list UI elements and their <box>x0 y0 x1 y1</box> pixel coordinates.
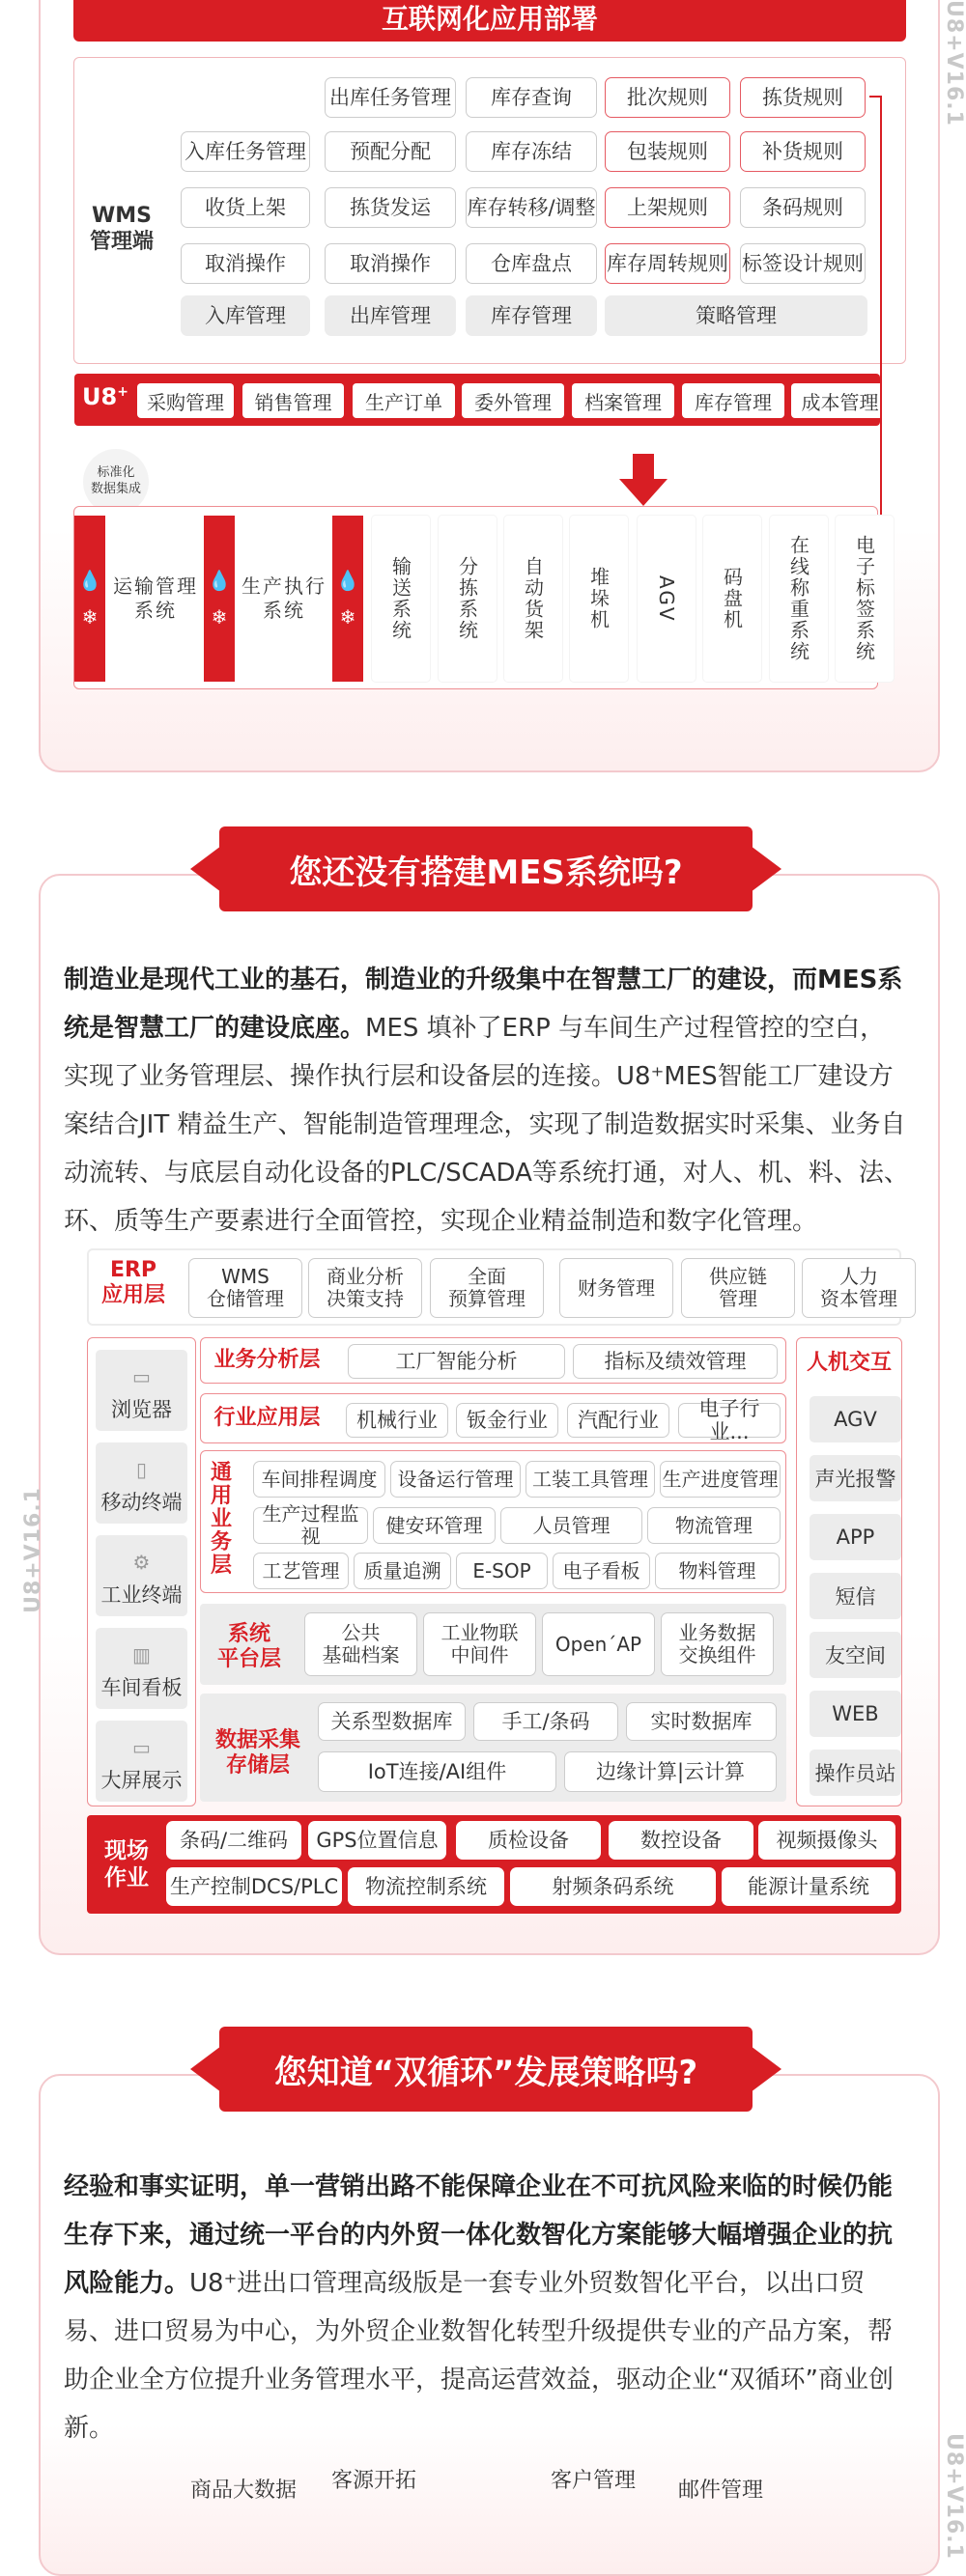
dual-bottom-item-3: 客户管理 <box>551 2469 637 2493</box>
device-item[interactable]: 自动货架 <box>504 516 562 682</box>
gen-item-button[interactable]: 工装工具管理 <box>526 1461 655 1498</box>
snowflake-icon: ❄ <box>339 605 356 629</box>
field-item-button[interactable]: 质检设备 <box>456 1821 601 1860</box>
left-terminal-label: 大屏展示 <box>100 1769 183 1792</box>
dual-ribbon <box>190 2027 781 2112</box>
sys-item-button[interactable]: 公共 基础档案 <box>304 1612 417 1676</box>
hmi-button[interactable]: APP <box>810 1514 901 1560</box>
monitor-icon: ▭ <box>132 1365 151 1388</box>
left-terminal-button[interactable] <box>96 1442 187 1524</box>
industry-button[interactable]: 机械行业 <box>346 1403 448 1438</box>
gen-item-button[interactable]: 物料管理 <box>655 1553 780 1589</box>
wms-function-button[interactable]: 入库任务管理 <box>181 131 310 172</box>
data-item-button[interactable]: 手工/条码 <box>473 1702 618 1741</box>
industry-button[interactable]: 汽配行业 <box>567 1403 669 1438</box>
mes-intro-paragraph <box>64 956 910 1246</box>
wms-function-button[interactable]: 库存冻结 <box>466 131 597 172</box>
dual-bottom-item-1: 商品大数据 <box>190 2478 298 2503</box>
data-item-button[interactable]: 边缘计算|云计算 <box>564 1751 777 1792</box>
wms-function-button[interactable]: 取消操作 <box>325 243 456 284</box>
field-item-button[interactable]: GPS位置信息 <box>308 1821 446 1860</box>
gen-item-button[interactable]: 工艺管理 <box>253 1553 349 1589</box>
erp-module-button[interactable]: 人力 资本管理 <box>802 1258 916 1318</box>
dual-ribbon-title: 您知道“双循环”发展策略吗? <box>219 2027 753 2112</box>
left-terminal-label: 车间看板 <box>100 1676 183 1699</box>
wms-function-button[interactable]: 标签设计规则 <box>740 243 866 284</box>
field-item-button[interactable]: 条码/二维码 <box>166 1821 301 1860</box>
right-column-title: 人机交互 <box>806 1351 892 1375</box>
wms-function-button[interactable]: 拣货规则 <box>740 77 866 118</box>
wms-function-button[interactable]: 取消操作 <box>181 243 310 284</box>
wms-function-button[interactable]: 库存查询 <box>466 77 597 118</box>
wms-function-button[interactable]: 仓库盘点 <box>466 243 597 284</box>
erp-module-button[interactable]: 商业分析 决策支持 <box>308 1258 422 1318</box>
wms-header-bar: 互联网化应用部署 <box>73 0 906 42</box>
gen-item-button[interactable]: 设备运行管理 <box>390 1461 521 1498</box>
device-item[interactable]: 电子标签系统 <box>836 516 894 682</box>
system-item[interactable]: 生产执行系统 <box>241 516 327 682</box>
hmi-button[interactable]: 短信 <box>810 1573 901 1619</box>
gen-item-button[interactable]: 健安环管理 <box>373 1507 496 1544</box>
system-red-tab <box>74 516 105 682</box>
wms-function-button[interactable]: 出库管理 <box>325 295 456 336</box>
system-item[interactable]: 运输管理系统 <box>111 516 200 682</box>
biz-item-button[interactable]: 指标及绩效管理 <box>573 1344 778 1379</box>
data-item-button[interactable]: 关系型数据库 <box>318 1702 466 1741</box>
left-terminal-label: 浏览器 <box>111 1398 172 1421</box>
erp-module-button[interactable]: 供应链 管理 <box>681 1258 795 1318</box>
wms-function-button[interactable]: 策略管理 <box>605 295 867 336</box>
biz-layer-label: 业务分析层 <box>213 1348 321 1372</box>
ind-layer-label: 行业应用层 <box>213 1406 321 1430</box>
dual-intro-text: U8⁺进出口管理高级版是一套专业外贸数智化平台，以出口贸易、进口贸易为中心，为外贸企业数智化转型升级提供专业的产品方案，帮助企业全方位提升业务管理水平，提高运营效益，驱动企业“双循环”商业创新。 <box>64 2269 894 2443</box>
field-item-button[interactable]: 数控设备 <box>609 1821 753 1860</box>
left-terminal-label: 移动终端 <box>100 1491 183 1514</box>
dual-bottom-item-4: 邮件管理 <box>678 2478 764 2503</box>
watermark: U8+V16.1 <box>21 1487 45 1613</box>
left-terminal-label: 工业终端 <box>100 1583 183 1607</box>
system-red-tab <box>204 516 235 682</box>
water-drop-icon: 💧 <box>77 569 102 592</box>
snowflake-icon: ❄ <box>81 605 99 629</box>
wms-function-button[interactable]: 入库管理 <box>181 295 310 336</box>
wms-function-button[interactable]: 收货上架 <box>181 187 310 228</box>
wms-function-button[interactable]: 拣货发运 <box>325 187 456 228</box>
field-item-button[interactable]: 物流控制系统 <box>348 1867 504 1906</box>
wms-side-label: WMS 管理端 <box>89 204 154 254</box>
left-terminal-button[interactable] <box>96 1535 187 1616</box>
data-layer-label: 数据采集 存储层 <box>214 1728 300 1778</box>
gen-item-button[interactable]: 物流管理 <box>647 1507 781 1544</box>
industry-button[interactable]: 电子行业... <box>678 1403 781 1438</box>
u8-module-button[interactable]: 采购管理 <box>137 383 234 418</box>
sys-item-button[interactable]: 业务数据 交换组件 <box>661 1612 774 1676</box>
industrial-icon: ⚙ <box>132 1551 151 1574</box>
u8-module-button[interactable]: 委外管理 <box>462 383 564 418</box>
board-icon: ▥ <box>132 1643 151 1666</box>
dual-intro-bold: 经验和事实证明，单一营销出路不能保障企业在不可抗风险来临的时候仍能生存下来，通过统一平台的内外贸一体化数智化方案能够大幅增强企业的抗风险能力。 <box>64 2172 894 2298</box>
device-item[interactable]: 码盘机 <box>703 516 761 682</box>
erp-module-button[interactable]: 全面 预算管理 <box>430 1258 544 1318</box>
field-layer-label: 现场 作业 <box>104 1838 149 1890</box>
mes-intro-text: MES 填补了ERP 与车间生产过程管控的空白，实现了业务管理层、操作执行层和设备层的连接。U8⁺MES智能工厂建设方案结合JIT 精益生产、智能制造管理理念，实现了制造数据实时采集、业务自动流转、与底层自动化设备的PLC/SCADA等系统打通，对人、机、料、法、环、质等生产要素进行全面管控，实现企业精益制造和数字化管理。 <box>64 1014 909 1236</box>
gen-layer-label: 通用业务层 <box>210 1461 232 1578</box>
left-terminal-button[interactable] <box>96 1628 187 1709</box>
hmi-button[interactable]: AGV <box>810 1396 901 1442</box>
wms-function-button[interactable]: 库存转移/调整 <box>466 187 597 228</box>
system-red-tab <box>332 516 363 682</box>
screen-icon: ▭ <box>132 1736 151 1759</box>
hmi-button[interactable]: 声光报警 <box>810 1455 901 1501</box>
u8-module-button[interactable]: 库存管理 <box>682 383 784 418</box>
data-item-button[interactable]: 实时数据库 <box>626 1702 777 1741</box>
gen-item-button[interactable]: 生产进度管理 <box>660 1461 781 1498</box>
u8-module-button[interactable]: 档案管理 <box>572 383 674 418</box>
wms-function-button[interactable]: 补货规则 <box>740 131 866 172</box>
u8-module-button[interactable]: 销售管理 <box>242 383 344 418</box>
watermark: U8+V16.1 <box>942 0 966 126</box>
left-terminal-button[interactable] <box>96 1721 187 1802</box>
field-item-button[interactable]: 射频条码系统 <box>510 1867 716 1906</box>
gen-item-button[interactable]: 人员管理 <box>500 1507 642 1544</box>
device-item[interactable]: AGV <box>638 516 696 682</box>
erp-module-button[interactable]: 财务管理 <box>559 1258 673 1318</box>
gen-item-button[interactable]: 车间排程调度 <box>253 1461 385 1498</box>
u8-logo: U8+ <box>82 383 128 410</box>
wms-function-button[interactable]: 库存周转规则 <box>605 243 730 284</box>
field-item-button[interactable]: 能源计量系统 <box>722 1867 895 1906</box>
gen-item-button[interactable]: E-SOP <box>456 1553 548 1589</box>
snowflake-icon: ❄ <box>211 605 228 629</box>
mes-ribbon <box>190 826 781 911</box>
hmi-button[interactable]: 操作员站 <box>810 1750 901 1796</box>
dual-bottom-item-2: 客源开拓 <box>331 2469 417 2493</box>
left-terminal-button[interactable] <box>96 1350 187 1431</box>
wms-function-button[interactable]: 批次规则 <box>605 77 730 118</box>
wms-function-button[interactable]: 上架规则 <box>605 187 730 228</box>
data-item-button[interactable]: IoT连接/AI组件 <box>318 1751 556 1792</box>
dual-intro-paragraph <box>64 2163 910 2452</box>
down-arrow-icon <box>619 454 668 510</box>
mes-intro-bold: 制造业是现代工业的基石，制造业的升级集中在智慧工厂的建设，而MES系统是智慧工厂的建设底座。 <box>64 966 903 1043</box>
wms-function-button[interactable]: 预配分配 <box>325 131 456 172</box>
water-drop-icon: 💧 <box>207 569 232 592</box>
device-item[interactable]: 输送系统 <box>372 516 430 682</box>
erp-module-button[interactable]: WMS 仓储管理 <box>188 1258 302 1318</box>
wms-function-button[interactable]: 出库任务管理 <box>325 77 456 118</box>
standard-data-badge: 标准化 数据集成 <box>83 449 149 515</box>
u8-module-button[interactable]: 生产订单 <box>353 383 455 418</box>
mes-ribbon-title: 您还没有搭建MES系统吗? <box>219 826 753 911</box>
sys-item-button[interactable]: Open´AP <box>542 1612 655 1676</box>
water-drop-icon: 💧 <box>335 569 360 592</box>
u8-module-button[interactable]: 成本管理 <box>791 383 889 418</box>
hmi-button[interactable]: 友空间 <box>810 1632 901 1678</box>
wms-function-button[interactable]: 条码规则 <box>740 187 866 228</box>
field-item-button[interactable]: 视频摄像头 <box>758 1821 895 1860</box>
wms-function-button[interactable]: 库存管理 <box>466 295 597 336</box>
gen-item-button[interactable]: 生产过程监视 <box>253 1507 368 1544</box>
sys-item-button[interactable]: 工业物联 中间件 <box>423 1612 536 1676</box>
gen-item-button[interactable]: 质量追溯 <box>354 1553 451 1589</box>
wms-function-button[interactable]: 包装规则 <box>605 131 730 172</box>
industry-button[interactable]: 钣金行业 <box>456 1403 558 1438</box>
device-item[interactable]: 堆垛机 <box>570 516 628 682</box>
erp-label: ERP 应用层 <box>100 1258 165 1308</box>
watermark: U8+V16.1 <box>942 2433 966 2560</box>
gen-item-button[interactable]: 电子看板 <box>553 1553 650 1589</box>
hmi-button[interactable]: WEB <box>810 1691 901 1737</box>
biz-item-button[interactable]: 工厂智能分析 <box>348 1344 565 1379</box>
mobile-icon: ▯ <box>135 1458 147 1481</box>
device-item[interactable]: 分拣系统 <box>439 516 497 682</box>
device-item[interactable]: 在线称重系统 <box>770 516 828 682</box>
field-item-button[interactable]: 生产控制DCS/PLC <box>166 1867 342 1906</box>
sys-layer-label: 系统 平台层 <box>216 1622 281 1672</box>
